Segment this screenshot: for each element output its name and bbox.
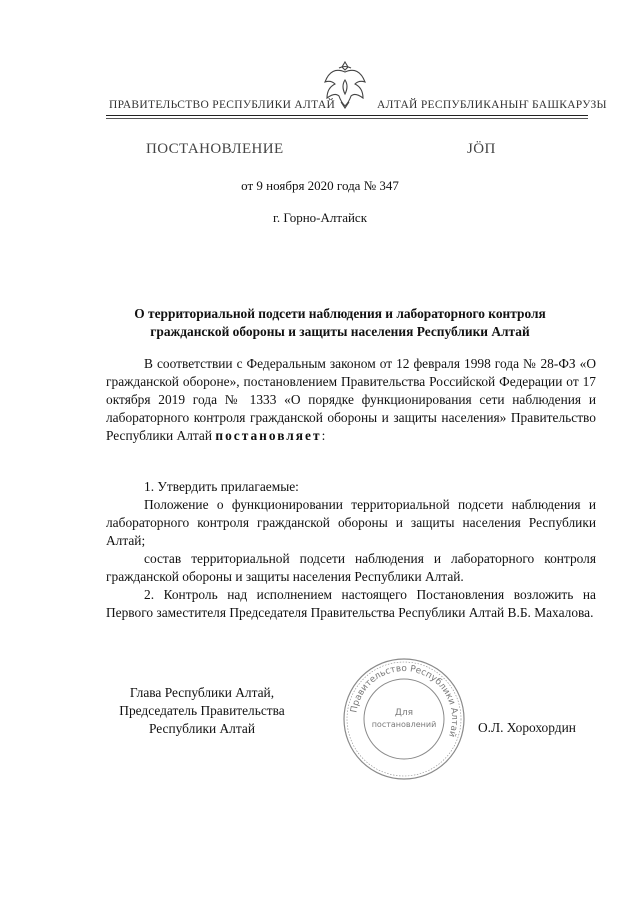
signatory-line-1: Глава Республики Алтай, (129, 685, 275, 700)
city-line: г. Горно-Алтайск (272, 210, 368, 225)
date-line: от 9 ноября 2020 года № 347 (241, 178, 399, 193)
signatory-title (82, 684, 322, 738)
preamble-paragraph (106, 355, 596, 445)
document-title (100, 305, 580, 341)
letterhead-rule (106, 115, 588, 116)
stamp-ring-text: Правительство Республики Алтай (349, 663, 460, 739)
letterhead-rule-thin (106, 118, 588, 119)
doc-type-alt: JӦП (467, 141, 496, 157)
signatory-line-2: Председатель Правительства (119, 703, 285, 718)
doc-type-ru: ПОСТАНОВЛЕНИЕ (146, 141, 284, 157)
signatory-line-3: Республики Алтай (148, 721, 255, 736)
letterhead-right: АЛТАЙ РЕСПУБЛИКАНЫҤ БАШКАРУЗЫ (377, 99, 607, 111)
decree-word: постановляет (215, 428, 322, 443)
title-line-2: гражданской обороны и защиты населения Республики Алтай (150, 324, 530, 339)
item-2: 2. Контроль над исполнением настоящего Постановления возложить на Первого заместителя Председателя Правительства Республики Алтай В.Б. Махалова. (106, 587, 596, 620)
signatory-name: О.Л. Хорохордин (478, 720, 576, 735)
stamp-inner-line-2: постановлений (371, 720, 437, 729)
item-1b: состав территориальной подсети наблюдения и лабораторного контроля гражданской обороны и защиты населения Республики Алтай. (106, 551, 596, 584)
item-1a: Положение о функционировании территориальной подсети наблюдения и лабораторного контроля гражданской обороны и защиты населения Республики Алтай; (106, 497, 596, 548)
preamble-text: В соответствии с Федеральным законом от 12 февраля 1998 года № 28-ФЗ «О гражданской обороне», постановлением Правительства Российской Федерации от 17 октября 2019 года № 1333 «О порядке функционирования сети наблюдения и лабораторного контроля гражданской обороны и защиты населения» Правительство Республики Алтай (106, 356, 596, 443)
stamp-inner-line-1: Для (394, 708, 414, 718)
letterhead-left: ПРАВИТЕЛЬСТВО РЕСПУБЛИКИ АЛТАЙ (109, 99, 336, 111)
item-1: 1. Утвердить прилагаемые: (144, 479, 299, 494)
official-stamp (340, 655, 468, 783)
title-line-1: О территориальной подсети наблюдения и лабораторного контроля (134, 306, 546, 321)
preamble-colon: : (321, 428, 326, 443)
